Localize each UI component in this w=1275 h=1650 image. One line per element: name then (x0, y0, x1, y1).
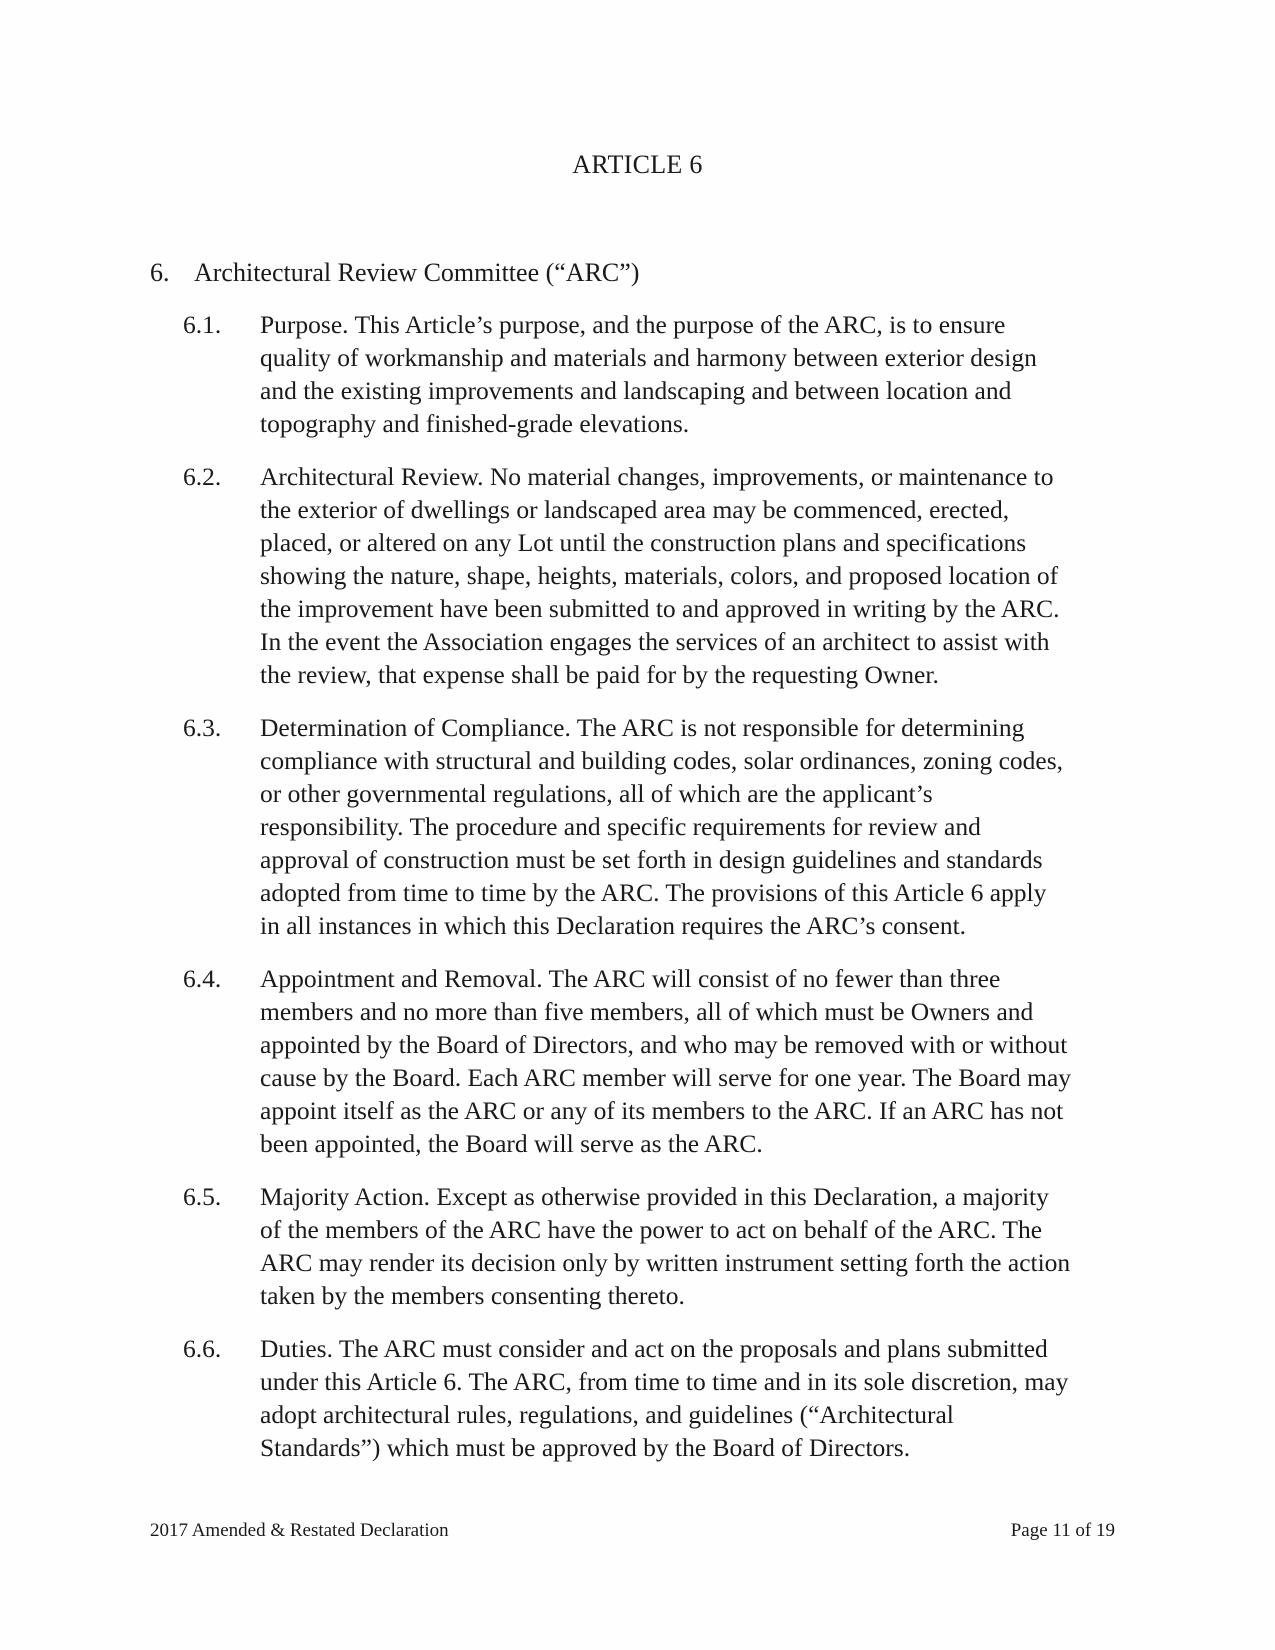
clause-6-2 (183, 460, 1113, 691)
clause-text (260, 962, 1113, 1160)
clause-line: members and no more than five members, all of which must be Owners and (260, 997, 1034, 1026)
clause-text (260, 460, 1113, 691)
clause-line: Standards”) which must be approved by the Board of Directors. (260, 1433, 911, 1462)
clause-line: under this Article 6. The ARC, from time to time and in its sole discretion, may (260, 1367, 1069, 1396)
clause-number: 6.3. (183, 713, 222, 742)
clause-line: taken by the members consenting thereto. (260, 1281, 685, 1310)
clause-line: In the event the Association engages the services of an architect to assist with (260, 627, 1050, 656)
clause-number: 6.5. (183, 1182, 222, 1211)
clause-line: quality of workmanship and materials and harmony between exterior design (260, 343, 1037, 372)
footer-document-name: 2017 Amended & Restated Declaration (150, 1520, 449, 1541)
section-heading (150, 258, 639, 288)
clause-line: the improvement have been submitted to and approved in writing by the ARC. (260, 594, 1060, 623)
clause-line: adopt architectural rules, regulations, and guidelines (“Architectural (260, 1400, 954, 1429)
article-title: ARTICLE 6 (572, 150, 703, 179)
clause-line: and the existing improvements and landscaping and between location and (260, 376, 1012, 405)
clause-number: 6.6. (183, 1334, 222, 1363)
clause-line: Majority Action. Except as otherwise provided in this Declaration, a majority (260, 1182, 1049, 1211)
clause-line: approval of construction must be set forth in design guidelines and standards (260, 845, 1043, 874)
clause-line: been appointed, the Board will serve as the ARC. (260, 1129, 763, 1158)
clause-6-3 (183, 711, 1113, 942)
footer-page-number: Page 11 of 19 (1010, 1520, 1115, 1541)
clause-line: ARC may render its decision only by written instrument setting forth the action (260, 1248, 1071, 1277)
clause-line: the exterior of dwellings or landscaped area may be commenced, erected, (260, 495, 1010, 524)
clause-line: or other governmental regulations, all of which are the applicant’s (260, 779, 933, 808)
section-number: 6. (150, 258, 170, 287)
clause-line: Architectural Review. No material changes, improvements, or maintenance to (260, 462, 1054, 491)
clause-line: the review, that expense shall be paid for by the requesting Owner. (260, 660, 939, 689)
clause-line: Appointment and Removal. The ARC will consist of no fewer than three (260, 964, 1001, 993)
clause-line: in all instances in which this Declaration requires the ARC’s consent. (260, 911, 967, 940)
clause-list (183, 308, 1113, 1484)
clause-line: appoint itself as the ARC or any of its members to the ARC. If an ARC has not (260, 1096, 1064, 1125)
clause-text (260, 1180, 1113, 1312)
clause-6-1 (183, 308, 1113, 440)
clause-line: compliance with structural and building codes, solar ordinances, zoning codes, (260, 746, 1064, 775)
clause-text (260, 308, 1113, 440)
section-title: Architectural Review Committee (“ARC”) (194, 258, 640, 287)
clause-number: 6.2. (183, 462, 222, 491)
clause-6-4 (183, 962, 1113, 1160)
clause-line: adopted from time to time by the ARC. The provisions of this Article 6 apply (260, 878, 1047, 907)
clause-line: of the members of the ARC have the power to act on behalf of the ARC. The (260, 1215, 1043, 1244)
clause-line: appointed by the Board of Directors, and who may be removed with or without (260, 1030, 1068, 1059)
clause-line: responsibility. The procedure and specific requirements for review and (260, 812, 981, 841)
clause-line: placed, or altered on any Lot until the construction plans and specifications (260, 528, 1027, 557)
clause-number: 6.1. (183, 310, 222, 339)
clause-number: 6.4. (183, 964, 222, 993)
clause-text (260, 1332, 1113, 1464)
clause-line: showing the nature, shape, heights, materials, colors, and proposed location of (260, 561, 1059, 590)
clause-6-5 (183, 1180, 1113, 1312)
clause-line: topography and finished-grade elevations. (260, 409, 690, 438)
clause-line: cause by the Board. Each ARC member will serve for one year. The Board may (260, 1063, 1072, 1092)
clause-line: Determination of Compliance. The ARC is not responsible for determining (260, 713, 1025, 742)
clause-6-6 (183, 1332, 1113, 1464)
clause-text (260, 711, 1113, 942)
clause-line: Duties. The ARC must consider and act on the proposals and plans submitted (260, 1334, 1048, 1363)
clause-line: Purpose. This Article’s purpose, and the purpose of the ARC, is to ensure (260, 310, 1006, 339)
